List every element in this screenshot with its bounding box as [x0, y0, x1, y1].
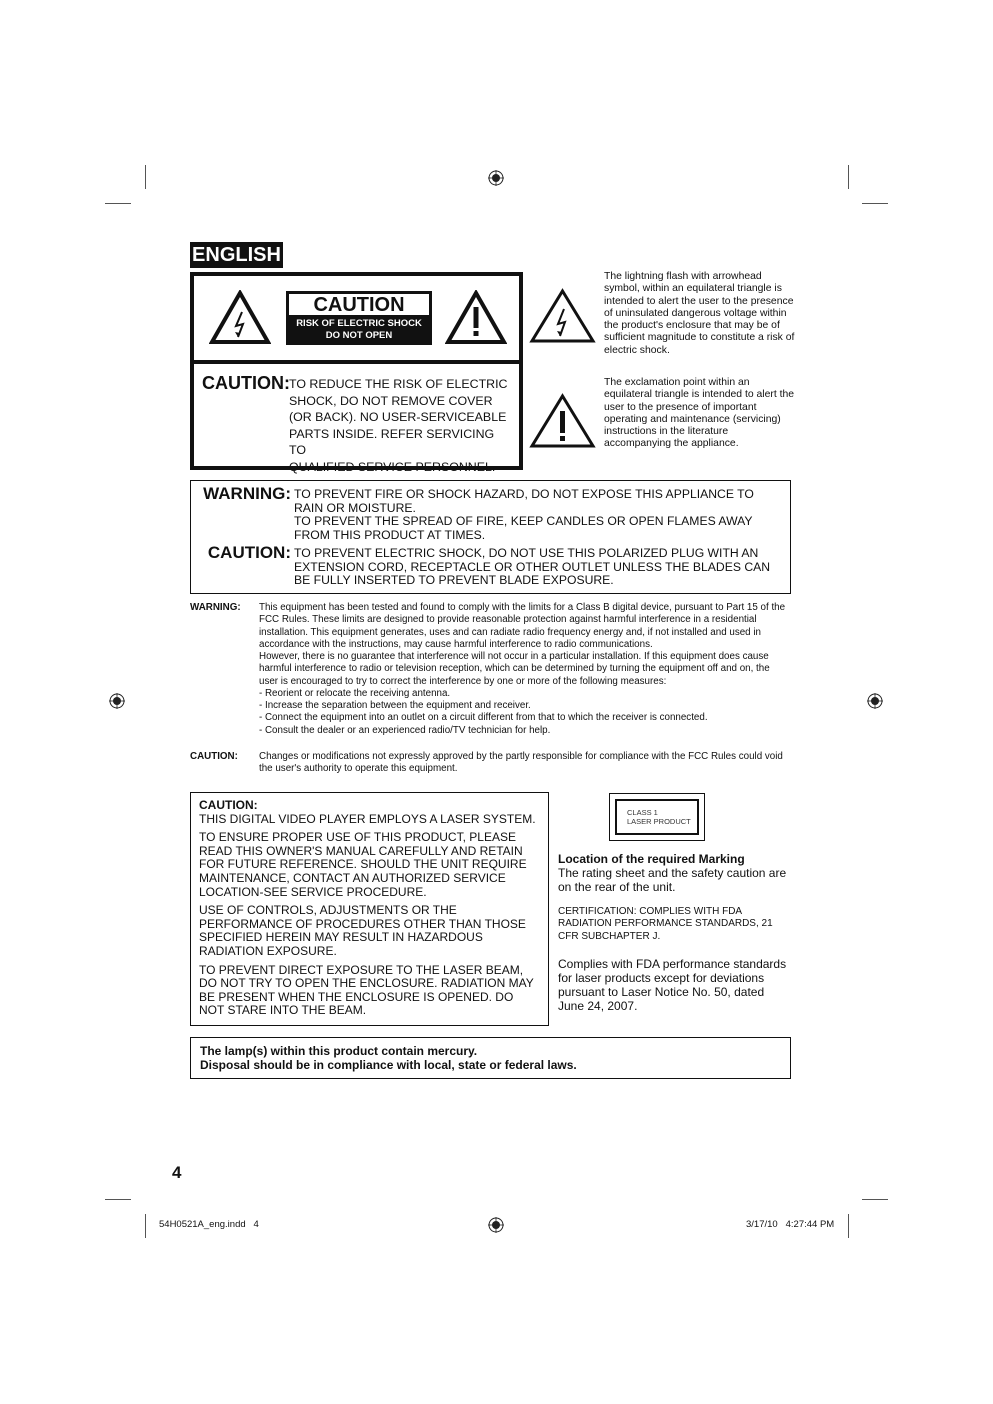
crop-mark: [862, 203, 888, 204]
caution-label: [286, 291, 432, 345]
registration-mark-icon: [488, 1217, 504, 1233]
laser-caution-title: CAUTION:: [199, 798, 258, 812]
caution-label-title: CAUTION: [289, 294, 429, 315]
crop-mark: [145, 1214, 146, 1238]
class1-laser-label: CLASS 1 LASER PRODUCT: [609, 793, 705, 841]
certification-text: CERTIFICATION: COMPLIES WITH FDA RADIATION PERFORMANCE STANDARDS, 21 CFR SUBCHAPTER J.: [558, 906, 773, 942]
caution-box: [190, 272, 523, 474]
marking-section: [558, 852, 793, 894]
mercury-notice: The lamp(s) within this product contain mercury. Disposal should be in compliance with local, state or federal laws.: [190, 1037, 791, 1079]
crop-mark: [848, 1214, 849, 1238]
crop-mark: [105, 1199, 131, 1200]
laser-paragraph: USE OF CONTROLS, ADJUSTMENTS OR THE PERFORMANCE OF PROCEDURES OTHER THAN THOSE SPECIFIED HEREIN MAY RESULT IN HAZARDOUS RADIATION EXPOSURE.: [199, 903, 526, 958]
warning-text: TO PREVENT FIRE OR SHOCK HAZARD, DO NOT EXPOSE THIS APPLIANCE TO RAIN OR MOISTURE. TO PREVENT THE SPREAD OF FIRE, KEEP CANDLES OR OPEN FLAMES AWAY FROM THIS PRODUCT AT TIMES.: [294, 487, 754, 542]
crop-mark: [105, 203, 131, 204]
page-number: 4: [172, 1163, 182, 1182]
caution-label-row: [194, 276, 519, 364]
laser-paragraph: TO ENSURE PROPER USE OF THIS PRODUCT, PLEASE READ THIS OWNER'S MANUAL CAREFULLY AND RETAIN FOR FUTURE REFERENCE. SHOULD THE UNIT REQUIRE MAINTENANCE, CONTACT AN AUTHORIZED SERVICE LOCATION-SEE SERVICE PROCEDURE.: [199, 830, 527, 899]
footer-filename: 54H0521A_eng.indd 4: [159, 1219, 259, 1230]
laser-caution-box: [190, 792, 549, 1026]
warning-heading: WARNING:: [203, 484, 291, 503]
fda-compliance-text: Complies with FDA performance standards for laser products except for deviations pursuant to Laser Notice No. 50, dated June 24, 2007.: [558, 957, 787, 1013]
laser-paragraph: TO PREVENT DIRECT EXPOSURE TO THE LASER BEAM, DO NOT TRY TO OPEN THE ENCLOSURE. RADIATION MAY BE PRESENT WHEN THE ENCLOSURE IS OPENED. DO NOT STARE INTO THE BEAM.: [199, 962, 534, 1018]
caution-heading: CAUTION:: [202, 373, 290, 393]
fcc-caution-label: CAUTION:: [190, 751, 238, 762]
caution-label-subtitle: RISK OF ELECTRIC SHOCK DO NOT OPEN: [296, 318, 422, 341]
caution-text: TO REDUCE THE RISK OF ELECTRIC SHOCK, DO NOT REMOVE COVER (OR BACK). NO USER-SERVICEABLE PARTS INSIDE. REFER SERVICING TO QUALIFIED SERVICE PERSONNEL.: [289, 377, 508, 474]
registration-mark-icon: [867, 693, 883, 709]
fcc-warning-text: This equipment has been tested and found to comply with the limits for a Class B digital device, pursuant to Part 15 of the FCC Rules. These limits are designed to provide reasonable protection against harmful interference in a residential installation. This equipment generates, uses and can radiate radio frequency energy and, if not installed and used in accordance with the instructions, may cause harmful interference to radio communications. However, there is no guarantee that interference will not occur in a particular installation. If this equipment does cause harmful interference to radio or television reception, which can be determined by turning the equipment off and on, the user is encouraged to try to correct the interference by one or more of the following measures: - Reorient or relocate the receiving antenna. - Increase the separation between the equipment and receiver. - Connect the equipment into an outlet on a circuit different from that to which the receiver is connected. - Consult the dealer or an experienced radio/TV technician for help.: [259, 602, 786, 736]
laser-paragraph: THIS DIGITAL VIDEO PLAYER EMPLOYS A LASER SYSTEM.: [199, 811, 536, 826]
crop-mark: [848, 165, 849, 189]
lightning-warning-icon: [209, 290, 271, 345]
crop-mark: [145, 165, 146, 189]
caution-heading: CAUTION:: [207, 543, 291, 562]
registration-mark-icon: [109, 693, 125, 709]
marking-title: Location of the required Marking: [558, 852, 745, 866]
caution-text: TO PREVENT ELECTRIC SHOCK, DO NOT USE THIS POLARIZED PLUG WITH AN EXTENSION CORD, RECEPTACLE OR OTHER OUTLET UNLESS THE BLADES CAN BE FULLY INSERTED TO PREVENT BLADE EXPOSURE.: [294, 546, 771, 588]
footer-timestamp: 3/17/10 4:27:44 PM: [746, 1219, 835, 1230]
fcc-warning-label: WARNING:: [190, 602, 241, 613]
exclamation-description: The exclamation point within an equilateral triangle is intended to alert the user to the presence of important operating and maintenance (servicing) instructions in the literature accompanying the appliance.: [604, 377, 795, 450]
lightning-description: The lightning flash with arrowhead symbol, within an equilateral triangle is intended to alert the user to the presence of uninsulated dangerous voltage within the product's enclosure that may be of sufficient magnitude to constitute a risk of electric shock.: [604, 271, 795, 356]
fcc-caution-text: Changes or modifications not expressly approved by the partly responsible for compliance with the FCC Rules could void the user's authority to operate this equipment.: [259, 751, 783, 775]
marking-text: The rating sheet and the safety caution are on the rear of the unit.: [558, 866, 787, 894]
lightning-symbol-icon: [529, 288, 596, 344]
language-tag: ENGLISH: [190, 242, 283, 268]
registration-mark-icon: [488, 170, 504, 186]
exclamation-symbol-icon: [529, 393, 596, 449]
warning-box: [190, 480, 791, 594]
crop-mark: [862, 1199, 888, 1200]
exclamation-warning-icon: [445, 290, 507, 345]
